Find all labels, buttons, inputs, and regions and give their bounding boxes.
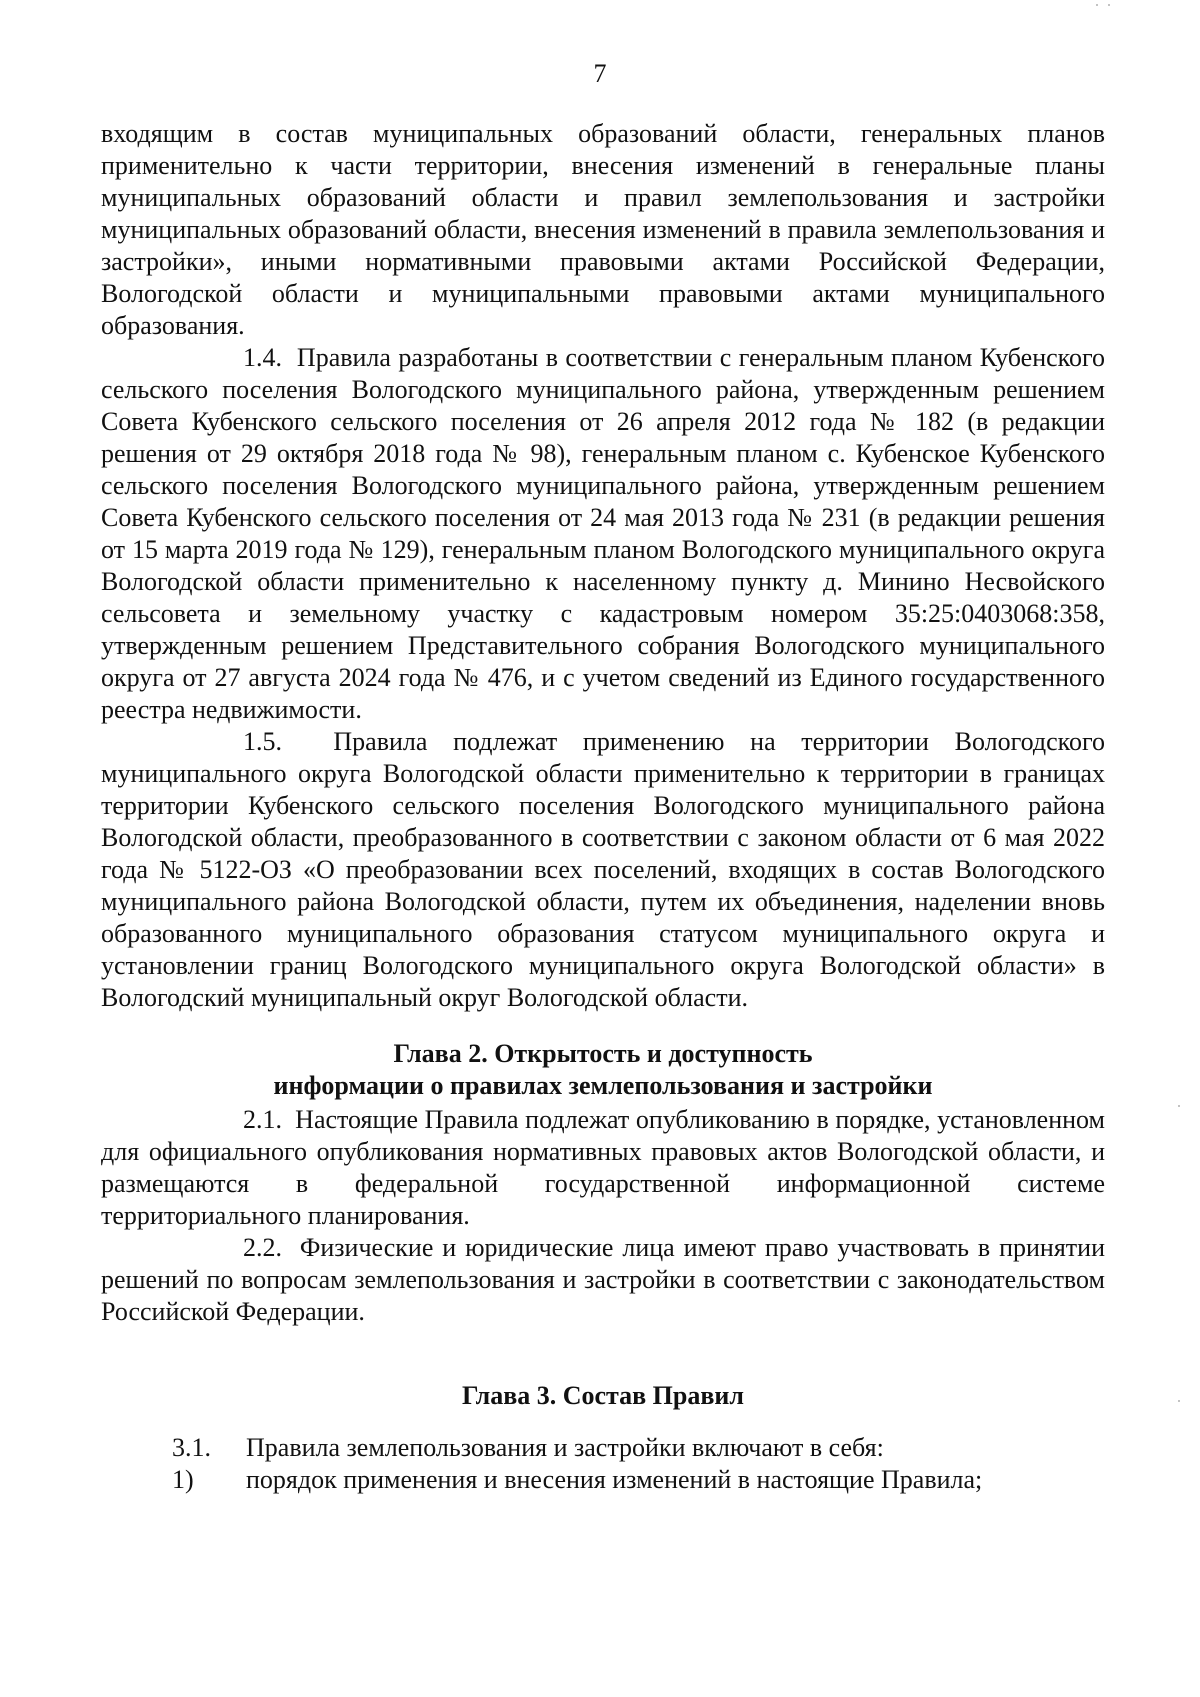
chapter-2-heading xyxy=(101,1038,1105,1102)
page-number: 7 xyxy=(593,59,607,88)
paragraph-2-2 xyxy=(101,1232,1105,1328)
list-text: Правила землепользования и застройки включают в себя: xyxy=(246,1433,884,1462)
paragraph-number: 2.1. xyxy=(243,1105,282,1134)
chapter-2-title-line-2: информации о правилах землепользования и застройки xyxy=(273,1071,933,1100)
paragraph-text: Правила разработаны в соответствии с генеральным планом Кубенского сельского поселения Вологодского муниципального района, утвержденным решением Совета Кубенского сельского поселения от 26 апреля 2012 года № 182 (в редакции решения от 29 октября 2018 года № 98), генеральным планом с. Кубенское Кубенского сельского поселения Вологодского муниципального района, утвержденным решением Совета Кубенского сельского поселения от 24 мая 2013 года № 231 (в редакции решения от 15 марта 2019 года № 129), генеральным планом Вологодского муниципального округа Вологодской области применительно к населенному пункту д. Минино Несвойского сельсовета и земельному участку с кадастровым номером 35:25:0403068:358, утвержденным решением Представительного собрания Вологодского муниципального округа от 27 августа 2024 года № 476, и с учетом сведений из Единого государственного реестра недвижимости. xyxy=(101,343,1105,724)
intro-paragraph: входящим в состав муниципальных образований области, генеральных планов применительно к части территории, внесения изменений в генеральные планы муниципальных образований области и правил землепользования и застройки муниципальных образований области, внесения изменений в правила землепользования и застройки», иными нормативными правовыми актами Российской Федерации, Вологодской области и муниципальными правовыми актами муниципального образования. xyxy=(101,119,1105,340)
list-marker: 3.1. xyxy=(172,1433,211,1462)
paragraph-1-4 xyxy=(101,342,1105,726)
paragraph-2-1 xyxy=(101,1104,1105,1232)
list-item-3-1 xyxy=(101,1432,1105,1464)
list-text: порядок применения и внесения изменений в настоящие Правила; xyxy=(246,1465,983,1494)
chapter-3-heading: Глава 3. Состав Правил xyxy=(462,1381,744,1410)
paragraph-text: Правила подлежат применению на территории Вологодского муниципального округа Вологодской области применительно к территории в границах территории Кубенского сельского поселения Вологодского муниципального района Вологодской области, преобразованного в соответствии с законом области от 6 мая 2022 года № 5122-ОЗ «О преобразовании всех поселений, входящих в состав Вологодского муниципального района Вологодской области, путем их объединения, наделении вновь образованного муниципального образования статусом муниципального округа и установлении границ Вологодского муниципального округа Вологодской области» в Вологодский муниципальный округ Вологодской области. xyxy=(101,727,1106,1012)
paragraph-number: 1.5. xyxy=(243,727,282,756)
scan-speck xyxy=(1178,1105,1180,1107)
paragraph-number: 2.2. xyxy=(243,1233,282,1262)
scan-speck xyxy=(1178,1400,1180,1402)
page-content xyxy=(101,118,1105,1496)
scan-speck xyxy=(1108,4,1110,6)
scan-speck xyxy=(1096,4,1098,6)
chapter-2-title-line-1: Глава 2. Открытость и доступность xyxy=(393,1039,813,1068)
list-marker: 1) xyxy=(172,1465,194,1494)
paragraph-1-5 xyxy=(101,726,1105,1014)
list-item-1 xyxy=(101,1464,1105,1496)
paragraph-number: 1.4. xyxy=(243,343,282,372)
paragraph-text: Физические и юридические лица имеют право участвовать в принятии решений по вопросам землепользования и застройки в соответствии с законодательством Российской Федерации. xyxy=(101,1233,1105,1326)
paragraph-text: Настоящие Правила подлежат опубликованию в порядке, установленном для официального опубликования нормативных правовых актов Вологодской области, и размещаются в федеральной государственной информационной системе территориального планирования. xyxy=(101,1105,1106,1230)
